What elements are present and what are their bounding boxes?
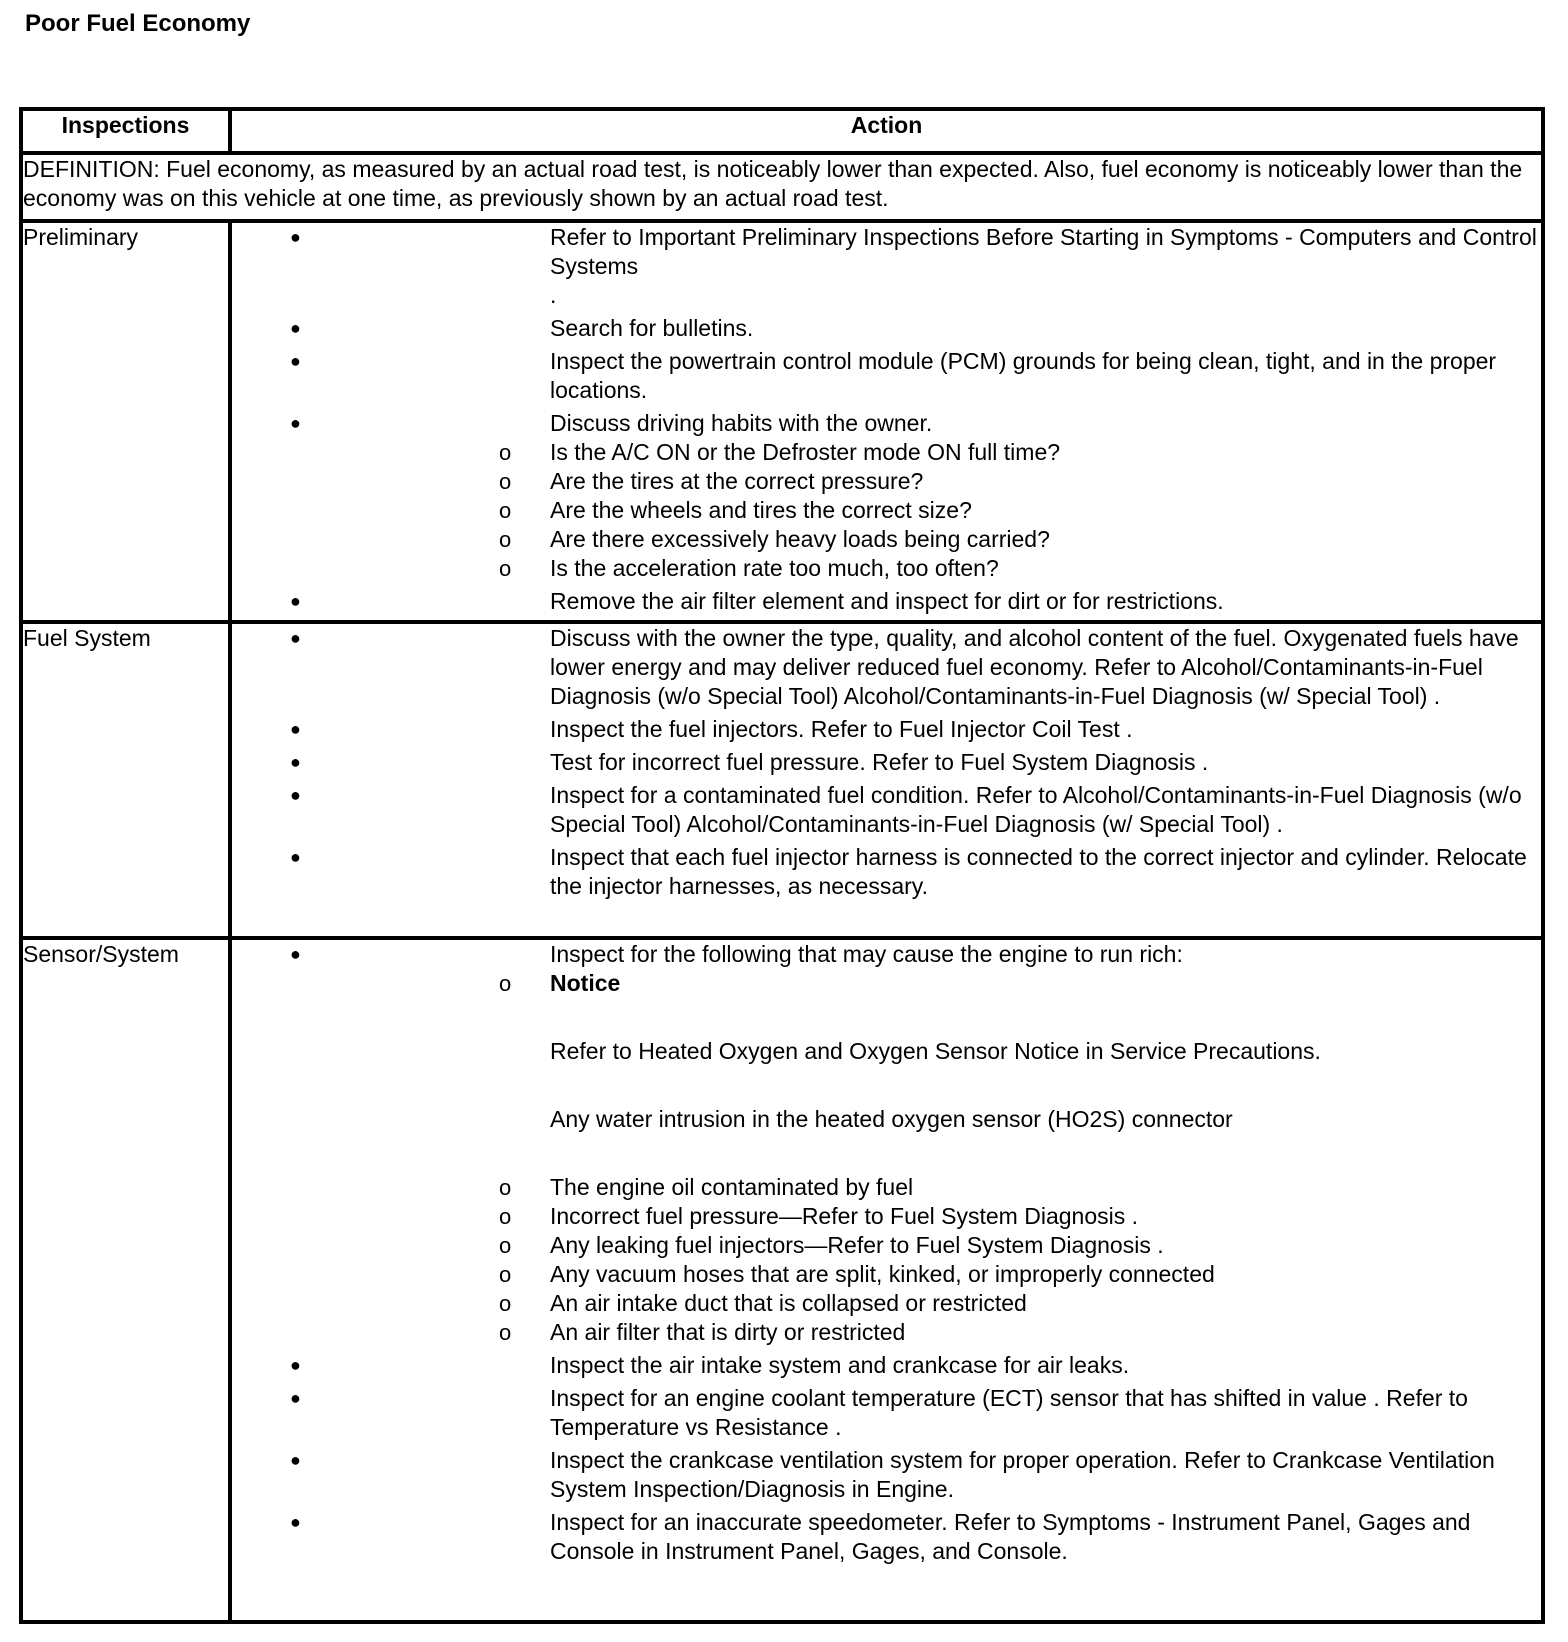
sub-item (450, 467, 1541, 496)
list-item (232, 587, 1541, 616)
sub-item (450, 438, 1541, 467)
sub-bullet-icon: o (499, 469, 512, 494)
item-text: Inspect for an engine coolant temperature (ECT) sensor that has shifted in value . Refer to Temperature vs Resistance . (550, 1385, 1468, 1440)
sub-list (132, 438, 1541, 583)
sub-item-text: Are the tires at the correct pressure? (550, 468, 924, 494)
item-text: Inspect the fuel injectors. Refer to Fuel Injector Coil Test . (550, 716, 1133, 742)
list-item (232, 1384, 1541, 1442)
sub-item (450, 1260, 1541, 1289)
definition-row (21, 153, 1543, 221)
bullet-icon: ● (290, 785, 301, 805)
sub-bullet-icon: o (499, 556, 512, 581)
sub-bullet-icon: o (499, 1233, 512, 1258)
sub-item (450, 1202, 1541, 1231)
list-item (232, 347, 1541, 405)
list-item (232, 1351, 1541, 1380)
item-text: Inspect that each fuel injector harness is connected to the correct injector and cylinder. Relocate the injector harnesses, as necessary. (550, 844, 1527, 899)
item-text: Inspect for the following that may cause the engine to run rich: (550, 941, 1183, 967)
sub-item (450, 1231, 1541, 1260)
preliminary-actions (230, 221, 1543, 622)
item-text: Discuss with the owner the type, quality, and alcohol content of the fuel. Oxygenated fuels have lower energy and may deliver reduced fuel economy. Refer to Alcohol/Contaminants-in-Fuel Diagnosis (w/o Special Tool) Alcohol/Contaminants-in-Fuel Diagnosis (w/ Special Tool) . (550, 625, 1519, 709)
sub-bullet-icon: o (499, 1291, 512, 1316)
sensor-system-label: Sensor/System (21, 938, 230, 1622)
list-item (232, 940, 1541, 1347)
item-text: Inspect the powertrain control module (PCM) grounds for being clean, tight, and in the proper locations. (550, 348, 1497, 403)
list-item (232, 1508, 1541, 1566)
fuel-system-label: Fuel System (21, 622, 230, 938)
sub-item-text: An air intake duct that is collapsed or restricted (550, 1290, 1027, 1316)
sub-item-text: An air filter that is dirty or restricted (550, 1319, 906, 1345)
inspections-header: Inspections (21, 109, 230, 153)
list-item (232, 1446, 1541, 1504)
list-item (232, 748, 1541, 777)
sub-item (450, 525, 1541, 554)
sub-item-text: Is the A/C ON or the Defroster mode ON full time? (550, 439, 1061, 465)
list-item (232, 223, 1541, 310)
sub-item (450, 1173, 1541, 1202)
bullet-icon: ● (290, 351, 301, 371)
sub-item-text: Incorrect fuel pressure—Refer to Fuel System Diagnosis . (550, 1203, 1139, 1229)
item-text: Inspect the crankcase ventilation system for proper operation. Refer to Crankcase Ventilation System Inspection/Diagnosis in Engine. (550, 1447, 1495, 1502)
bullet-icon: ● (290, 719, 301, 739)
item-text: Test for incorrect fuel pressure. Refer to Fuel System Diagnosis . (550, 749, 1209, 775)
sub-item (450, 554, 1541, 583)
item-text: Search for bulletins. (550, 315, 754, 341)
list-item (232, 314, 1541, 343)
fuel-system-row (21, 622, 1543, 938)
list-item (232, 781, 1541, 839)
sub-bullet-icon: o (499, 1320, 512, 1345)
item-text: Inspect for a contaminated fuel condition. Refer to Alcohol/Contaminants-in-Fuel Diagnosis (w/o Special Tool) Alcohol/Contaminants-in-Fuel Diagnosis (w/ Special Tool) . (550, 782, 1522, 837)
bullet-icon: ● (290, 628, 301, 648)
sub-bullet-icon: o (499, 1262, 512, 1287)
sub-bullet-icon: o (499, 971, 512, 996)
item-text: Discuss driving habits with the owner. (550, 410, 933, 436)
bullet-icon: ● (290, 227, 301, 247)
bullet-icon: ● (290, 944, 301, 964)
sub-bullet-icon: o (499, 1204, 512, 1229)
notice-sub-item (450, 969, 1541, 1134)
sensor-system-row (21, 938, 1543, 1622)
sub-item-text: The engine oil contaminated by fuel (550, 1174, 914, 1200)
fuel-system-actions (230, 622, 1543, 938)
item-text: Inspect the air intake system and crankcase for air leaks. (550, 1352, 1130, 1378)
bullet-icon: ● (290, 1450, 301, 1470)
bullet-icon: ● (290, 1512, 301, 1532)
list-item (232, 624, 1541, 711)
bullet-icon: ● (290, 591, 301, 611)
sub-item-text: Is the acceleration rate too much, too often? (550, 555, 999, 581)
sub-item-text: Any vacuum hoses that are split, kinked, or improperly connected (550, 1261, 1215, 1287)
sensor-system-actions (230, 938, 1543, 1622)
sub-bullet-icon: o (499, 1175, 512, 1200)
bullet-icon: ● (290, 752, 301, 772)
list-item (232, 715, 1541, 744)
notice-detail: Any water intrusion in the heated oxygen sensor (HO2S) connector (550, 1106, 1233, 1132)
sub-list (132, 969, 1541, 1347)
bullet-icon: ● (290, 318, 301, 338)
notice-text: Refer to Heated Oxygen and Oxygen Sensor Notice in Service Precautions. (550, 1038, 1321, 1064)
action-header: Action (230, 109, 1543, 153)
bullet-icon: ● (290, 1388, 301, 1408)
sub-item (450, 496, 1541, 525)
header-row (21, 109, 1543, 153)
bullet-icon: ● (290, 847, 301, 867)
list-item (232, 409, 1541, 583)
definition-text: DEFINITION: Fuel economy, as measured by an actual road test, is noticeably lower than expected. Also, fuel economy is noticeably lower than the economy was on this vehicle at one time, as previously shown by an actual road test. (21, 153, 1543, 221)
sub-item (450, 1289, 1541, 1318)
item-text: Refer to Important Preliminary Inspections Before Starting in Symptoms - Computers and Control Systems (550, 224, 1537, 279)
list-item (232, 843, 1541, 901)
document-title: Poor Fuel Economy (25, 10, 251, 37)
preliminary-row (21, 221, 1543, 622)
sub-item (450, 1318, 1541, 1347)
item-text: Inspect for an inaccurate speedometer. Refer to Symptoms - Instrument Panel, Gages and Console in Instrument Panel, Gages, and Console. (550, 1509, 1471, 1564)
diagnosis-table (19, 107, 1545, 1624)
item-text-tail: . (550, 282, 557, 308)
item-text: Remove the air filter element and inspect for dirt or for restrictions. (550, 588, 1224, 614)
sub-bullet-icon: o (499, 440, 512, 465)
sub-item-text: Are the wheels and tires the correct size? (550, 497, 972, 523)
bullet-icon: ● (290, 1355, 301, 1375)
sub-item-text: Any leaking fuel injectors—Refer to Fuel System Diagnosis . (550, 1232, 1164, 1258)
sub-bullet-icon: o (499, 498, 512, 523)
sub-bullet-icon: o (499, 527, 512, 552)
notice-label: Notice (550, 970, 621, 996)
sub-item-text: Are there excessively heavy loads being carried? (550, 526, 1050, 552)
bullet-icon: ● (290, 413, 301, 433)
preliminary-label: Preliminary (21, 221, 230, 622)
